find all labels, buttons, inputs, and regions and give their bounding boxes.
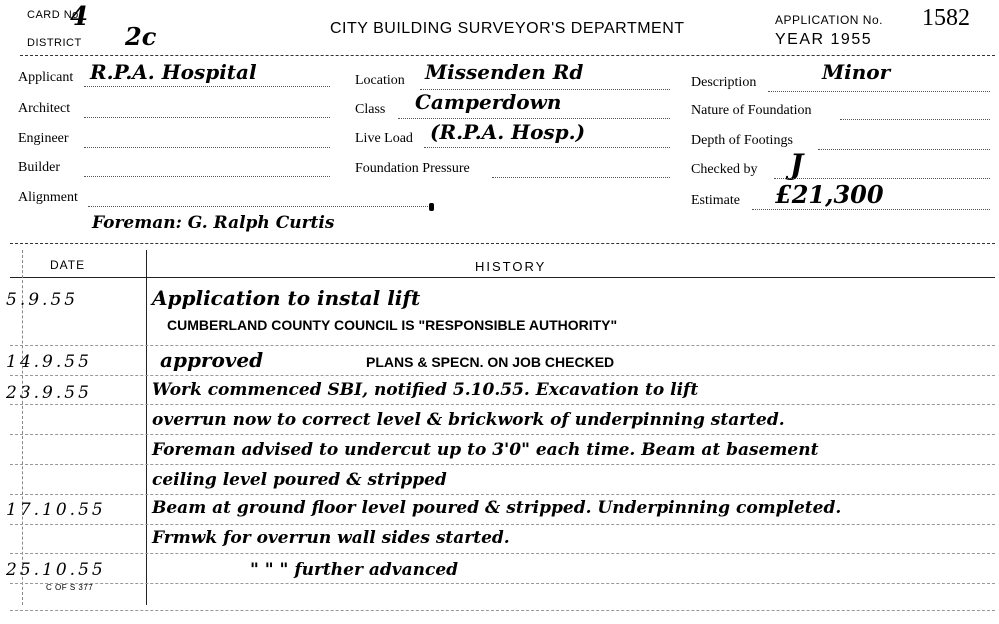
checked-by-label: Checked by: [691, 162, 758, 177]
description-label: Description: [691, 75, 757, 90]
application-label: APPLICATION No.: [775, 13, 883, 27]
engineer-line: [84, 147, 330, 148]
live-load-value: (R.P.A. Hosp.): [430, 120, 586, 144]
class-value: Camperdown: [415, 90, 562, 114]
history-rule: [10, 524, 995, 525]
history-header: HISTORY: [475, 259, 547, 274]
estimate-line: [752, 209, 990, 210]
estimate-value: £21,300: [775, 180, 884, 209]
builder-line: [84, 176, 330, 177]
header-divider: [20, 55, 995, 56]
card-no-label: CARD No.: [27, 9, 83, 21]
architect-label: Architect: [18, 101, 71, 116]
history-text: Beam at ground floor level poured & stripped. Underpinning completed.: [152, 498, 842, 518]
checked-line: [774, 178, 990, 179]
district-label: DISTRICT: [27, 37, 82, 49]
department-title: CITY BUILDING SURVEYOR'S DEPARTMENT: [330, 20, 685, 37]
history-text: Foreman advised to undercut up to 3'0" each time. Beam at basement: [152, 440, 819, 460]
location-value: Missenden Rd: [425, 60, 584, 84]
history-text: Application to instal lift: [152, 286, 421, 310]
description-value: Minor: [822, 60, 891, 84]
history-header-divider: [10, 277, 995, 278]
history-rule: [10, 464, 995, 465]
history-date: 5.9.55: [6, 290, 79, 310]
applicant-line: [84, 86, 330, 87]
foundation-pressure-line: [492, 177, 670, 178]
history-date: 17.10.55: [6, 500, 106, 520]
class-label: Class: [355, 102, 386, 117]
card-no-value: 4: [70, 2, 89, 32]
description-line: [768, 91, 990, 92]
form-code: C OF S 377: [46, 583, 94, 592]
history-rule: [10, 404, 995, 405]
date-column-divider: [146, 250, 147, 605]
history-rule: [10, 583, 995, 584]
estimate-label: Estimate: [691, 193, 740, 208]
live-load-label: Live Load: [355, 131, 413, 146]
history-text: Work commenced SBI, notified 5.10.55. Excavation to lift: [152, 380, 699, 400]
history-text: approved: [160, 348, 264, 372]
foundation-pressure-label: Foundation Pressure: [355, 161, 470, 176]
architect-line: [84, 117, 330, 118]
history-text: ceiling level poured & stripped: [152, 470, 447, 490]
history-text: overrun now to correct level & brickwork of underpinning started.: [152, 410, 785, 430]
history-rule: [10, 345, 995, 346]
class-line: [398, 118, 670, 119]
applicant-value: R.P.A. Hospital: [90, 60, 257, 84]
application-number: 1582: [922, 5, 970, 31]
history-text: Frmwk for overrun wall sides started.: [152, 528, 510, 548]
depth-of-footings-label: Depth of Footings: [691, 133, 793, 148]
history-date: 25.10.55: [6, 560, 106, 580]
history-rule: [10, 434, 995, 435]
depth-line: [818, 149, 990, 150]
plans-checked-stamp: PLANS & SPECN. ON JOB CHECKED: [366, 354, 615, 370]
fields-divider: [10, 243, 995, 244]
ink-mark: [429, 203, 434, 211]
authority-stamp: CUMBERLAND COUNTY COUNCIL IS "RESPONSIBLE AUTHORITY": [167, 317, 618, 333]
history-date: 14.9.55: [6, 352, 92, 372]
district-value: 2c: [125, 22, 157, 51]
builder-label: Builder: [18, 160, 60, 175]
history-rule: [10, 553, 995, 554]
nature-line: [840, 119, 990, 120]
foreman-line: Foreman: G. Ralph Curtis: [92, 213, 335, 233]
alignment-label: Alignment: [18, 190, 78, 205]
applicant-label: Applicant: [18, 70, 74, 85]
engineer-label: Engineer: [18, 131, 69, 146]
year-label: YEAR 1955: [775, 31, 873, 48]
location-label: Location: [355, 73, 405, 88]
history-rule: [10, 375, 995, 376]
checked-by-value: J: [790, 148, 804, 181]
history-rule: [10, 610, 995, 611]
live-load-line: [424, 147, 670, 148]
date-header: DATE: [50, 258, 86, 272]
history-date: 23.9.55: [6, 383, 92, 403]
history-rule: [10, 494, 995, 495]
history-text: " " " further advanced: [250, 560, 459, 580]
nature-of-foundation-label: Nature of Foundation: [691, 103, 812, 118]
alignment-line: [88, 206, 428, 207]
